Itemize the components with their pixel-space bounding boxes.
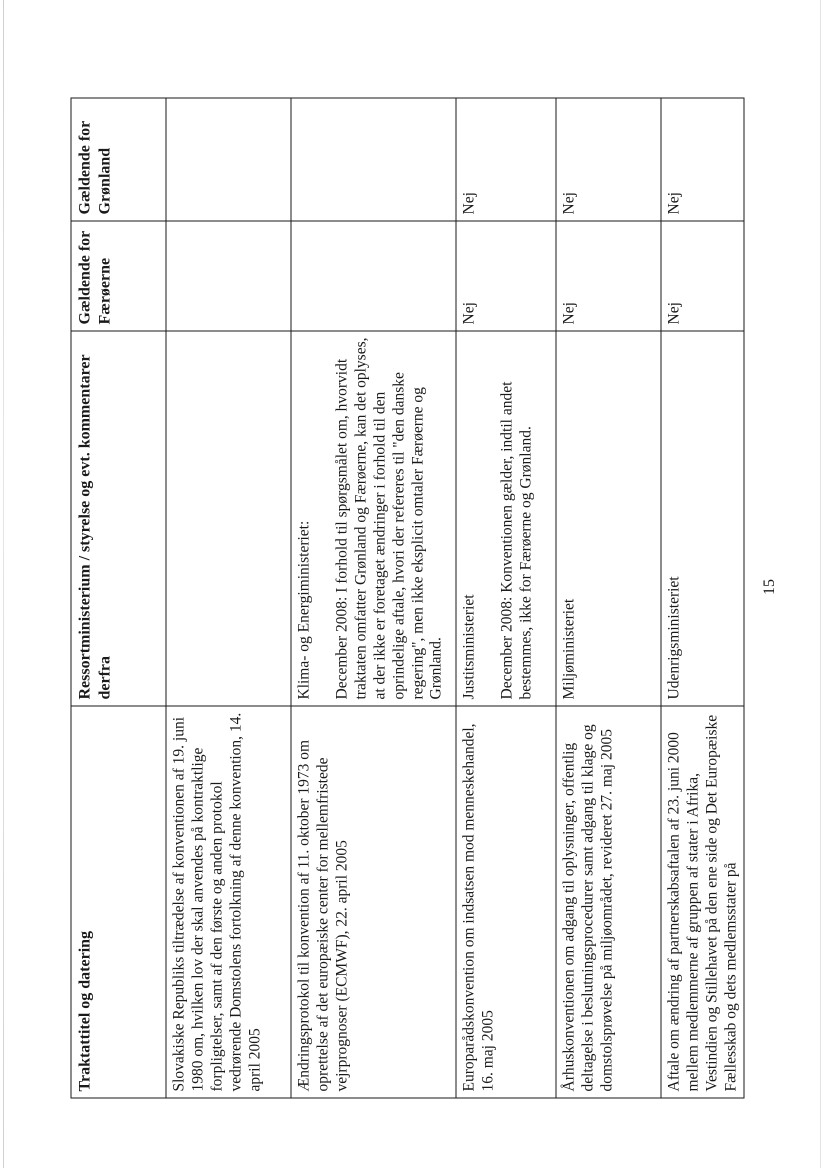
ministry-name: Justitsministeriet xyxy=(460,593,477,699)
ministry-name: Klima- og Energiministeriet: xyxy=(295,520,312,699)
treaty-title: Europarådskonvention om indsatsen mod menneskehandel, 16. maj 2005 xyxy=(456,706,556,1098)
greenland-cell: Nej xyxy=(556,98,661,221)
greenland-cell xyxy=(166,98,291,221)
greenland-cell xyxy=(291,98,456,221)
ministry-cell xyxy=(661,331,744,706)
header-title: Traktattitel og datering xyxy=(71,706,166,1098)
treaty-title: Ændringsprotokol til konvention af 11. oktober 1973 om oprettelse af det europæiske center for mellemfristede vejrprognoser (ECMWF), 22. april 2005 xyxy=(291,706,456,1098)
treaty-title: Slovakiske Republiks tiltrædelse af konventionen af 19. juni 1980 om, hvilken lov der skal anvendes på kontraktlige forpligtelser, samt af den første og anden protokol vedrørende Domstolens fortolkning af denne konvention, 14. april 2005 xyxy=(166,706,291,1098)
table-row xyxy=(456,98,556,1098)
ministry-cell xyxy=(556,331,661,706)
header-ministry: Ressortministerium / styrelse og evt. kommentarer derfra xyxy=(71,331,166,706)
table-row xyxy=(291,98,456,1098)
greenland-cell: Nej xyxy=(456,98,556,221)
table-header-row xyxy=(71,98,166,1098)
ministry-name: Miljøministeriet xyxy=(560,598,577,699)
treaty-table xyxy=(70,97,744,1098)
faroe-cell xyxy=(291,221,456,331)
greenland-cell: Nej xyxy=(661,98,744,221)
faroe-cell: Nej xyxy=(556,221,661,331)
ministry-cell xyxy=(166,331,291,706)
ministry-note: December 2008: Konventionen gælder, indtil andet bestemmes, ikke for Færøerne og Grønland. xyxy=(497,381,534,699)
scan-edge-left xyxy=(3,0,4,1168)
faroe-cell: Nej xyxy=(456,221,556,331)
ministry-name: Udenrigsministeriet xyxy=(665,575,682,699)
treaty-title: Århuskonventionen om adgang til oplysninger, offentlig deltagelse i beslutningsprocedurer samt adgang til klage og domstolsprøvelse på miljøområdet, revideret 27. maj 2005 xyxy=(556,706,661,1098)
treaty-title: Aftale om ændring af partnerskabsaftalen af 23. juni 2000 mellem medlemmerne af gruppen af stater i Afrika, Vestindien og Stillehavet på den ene side og Det Europæiske Fællesskab og dets medlemsstater på xyxy=(661,706,744,1098)
table-row xyxy=(166,98,291,1098)
ministry-note: December 2008: I forhold til spørgsmålet om, hvorvidt traktaten omfatter Grønland og Færøerne, kan det oplyses, at der ikke er foretaget ændringer i forhold til den oprindelige aftale, hvori der refereres til "den danske regering", men ikke eksplicit omtaler Færøerne og Grønland. xyxy=(332,337,445,699)
faroe-cell xyxy=(166,221,291,331)
faroe-cell: Nej xyxy=(661,221,744,331)
header-greenland: Gældende for Grønland xyxy=(71,98,166,221)
ministry-cell xyxy=(456,331,556,706)
page-number: 15 xyxy=(761,579,778,595)
table-row xyxy=(556,98,661,1098)
ministry-cell xyxy=(291,331,456,706)
scan-edge-right xyxy=(820,0,821,1168)
table-row xyxy=(661,98,744,1098)
header-faroe: Gældende for Færøerne xyxy=(71,221,166,331)
